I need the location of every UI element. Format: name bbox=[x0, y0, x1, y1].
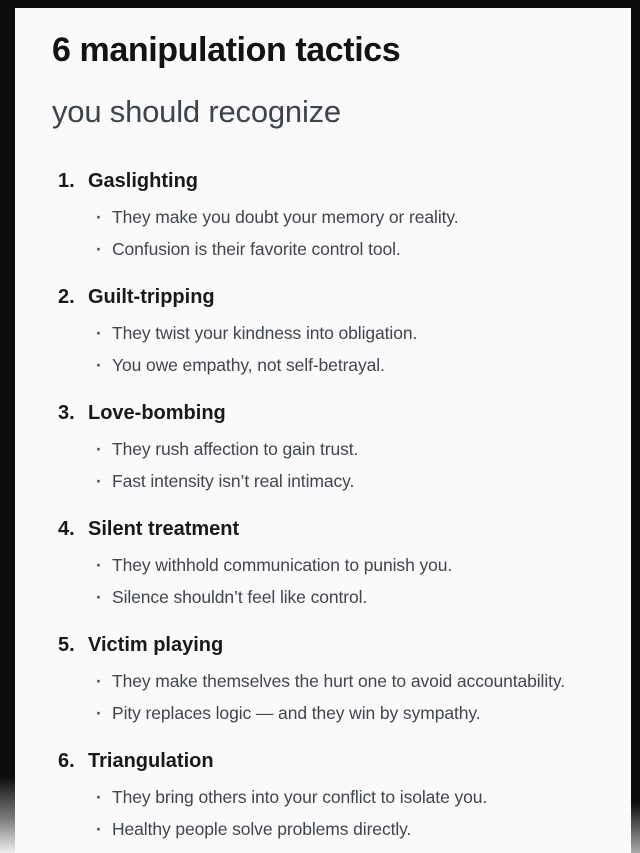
tactic-name: Gaslighting bbox=[88, 170, 198, 192]
bullet-icon: · bbox=[96, 355, 102, 375]
tactic-points bbox=[52, 781, 616, 845]
tactic-heading bbox=[52, 518, 616, 540]
tactic-point bbox=[52, 813, 616, 845]
tactic-point bbox=[52, 665, 616, 697]
tactic-point bbox=[52, 349, 616, 381]
tactic-item-silent-treatment bbox=[52, 518, 616, 613]
tactic-heading bbox=[52, 286, 616, 308]
tactic-number: 4. bbox=[58, 518, 75, 540]
tactic-points bbox=[52, 317, 616, 381]
page-title: 6 manipulation tactics bbox=[52, 31, 401, 69]
tactic-number: 1. bbox=[58, 170, 75, 192]
tactic-number: 3. bbox=[58, 402, 75, 424]
point-text: Pity replaces logic — and they win by sympathy. bbox=[112, 703, 481, 723]
tactic-points bbox=[52, 549, 616, 613]
left-border-bar bbox=[0, 0, 15, 853]
top-border-bar bbox=[0, 0, 640, 8]
tactic-name: Victim playing bbox=[88, 634, 224, 656]
tactic-point bbox=[52, 581, 616, 613]
tactic-point bbox=[52, 697, 616, 729]
tactic-heading bbox=[52, 750, 616, 772]
bullet-icon: · bbox=[96, 555, 102, 575]
point-text: They twist your kindness into obligation. bbox=[112, 323, 418, 343]
tactic-heading bbox=[52, 402, 616, 424]
tactic-points bbox=[52, 665, 616, 729]
tactic-point bbox=[52, 549, 616, 581]
tactic-number: 5. bbox=[58, 634, 75, 656]
tactic-point bbox=[52, 433, 616, 465]
tactic-point bbox=[52, 317, 616, 349]
right-border-bar bbox=[631, 0, 640, 853]
bullet-icon: · bbox=[96, 207, 102, 227]
tactic-name: Triangulation bbox=[88, 750, 214, 772]
point-text: You owe empathy, not self-betrayal. bbox=[112, 355, 385, 375]
bullet-icon: · bbox=[96, 471, 102, 491]
card-content bbox=[52, 30, 616, 853]
tactic-number: 2. bbox=[58, 286, 75, 308]
tactic-name: Silent treatment bbox=[88, 518, 240, 540]
tactic-item-love-bombing bbox=[52, 402, 616, 497]
tactic-point bbox=[52, 233, 616, 265]
point-text: Fast intensity isn’t real intimacy. bbox=[112, 471, 355, 491]
bullet-icon: · bbox=[96, 703, 102, 723]
page-subtitle: you should recognize bbox=[52, 94, 341, 129]
tactic-points bbox=[52, 201, 616, 265]
tactic-item-gaslighting bbox=[52, 170, 616, 265]
bullet-icon: · bbox=[96, 671, 102, 691]
tactic-item-triangulation bbox=[52, 750, 616, 845]
tactic-name: Love-bombing bbox=[88, 402, 226, 424]
tactic-points bbox=[52, 433, 616, 497]
tactic-point bbox=[52, 201, 616, 233]
bullet-icon: · bbox=[96, 323, 102, 343]
tactic-item-victim-playing bbox=[52, 634, 616, 729]
point-text: Healthy people solve problems directly. bbox=[112, 819, 412, 839]
point-text: Silence shouldn’t feel like control. bbox=[112, 587, 368, 607]
tactic-name: Guilt-tripping bbox=[88, 286, 215, 308]
bullet-icon: · bbox=[96, 439, 102, 459]
point-text: They rush affection to gain trust. bbox=[112, 439, 359, 459]
point-text: Confusion is their favorite control tool. bbox=[112, 239, 401, 259]
bullet-icon: · bbox=[96, 819, 102, 839]
tactic-point bbox=[52, 465, 616, 497]
tactic-item-guilt-tripping bbox=[52, 286, 616, 381]
tactics-list bbox=[52, 170, 616, 845]
point-text: They make themselves the hurt one to avoid accountability. bbox=[112, 671, 566, 691]
bullet-icon: · bbox=[96, 787, 102, 807]
tactic-heading bbox=[52, 170, 616, 192]
bullet-icon: · bbox=[96, 239, 102, 259]
tactic-heading bbox=[52, 634, 616, 656]
point-text: They make you doubt your memory or reality. bbox=[112, 207, 459, 227]
point-text: They bring others into your conflict to isolate you. bbox=[112, 787, 488, 807]
tactic-number: 6. bbox=[58, 750, 75, 772]
tactic-point bbox=[52, 781, 616, 813]
bullet-icon: · bbox=[96, 587, 102, 607]
point-text: They withhold communication to punish you. bbox=[112, 555, 453, 575]
